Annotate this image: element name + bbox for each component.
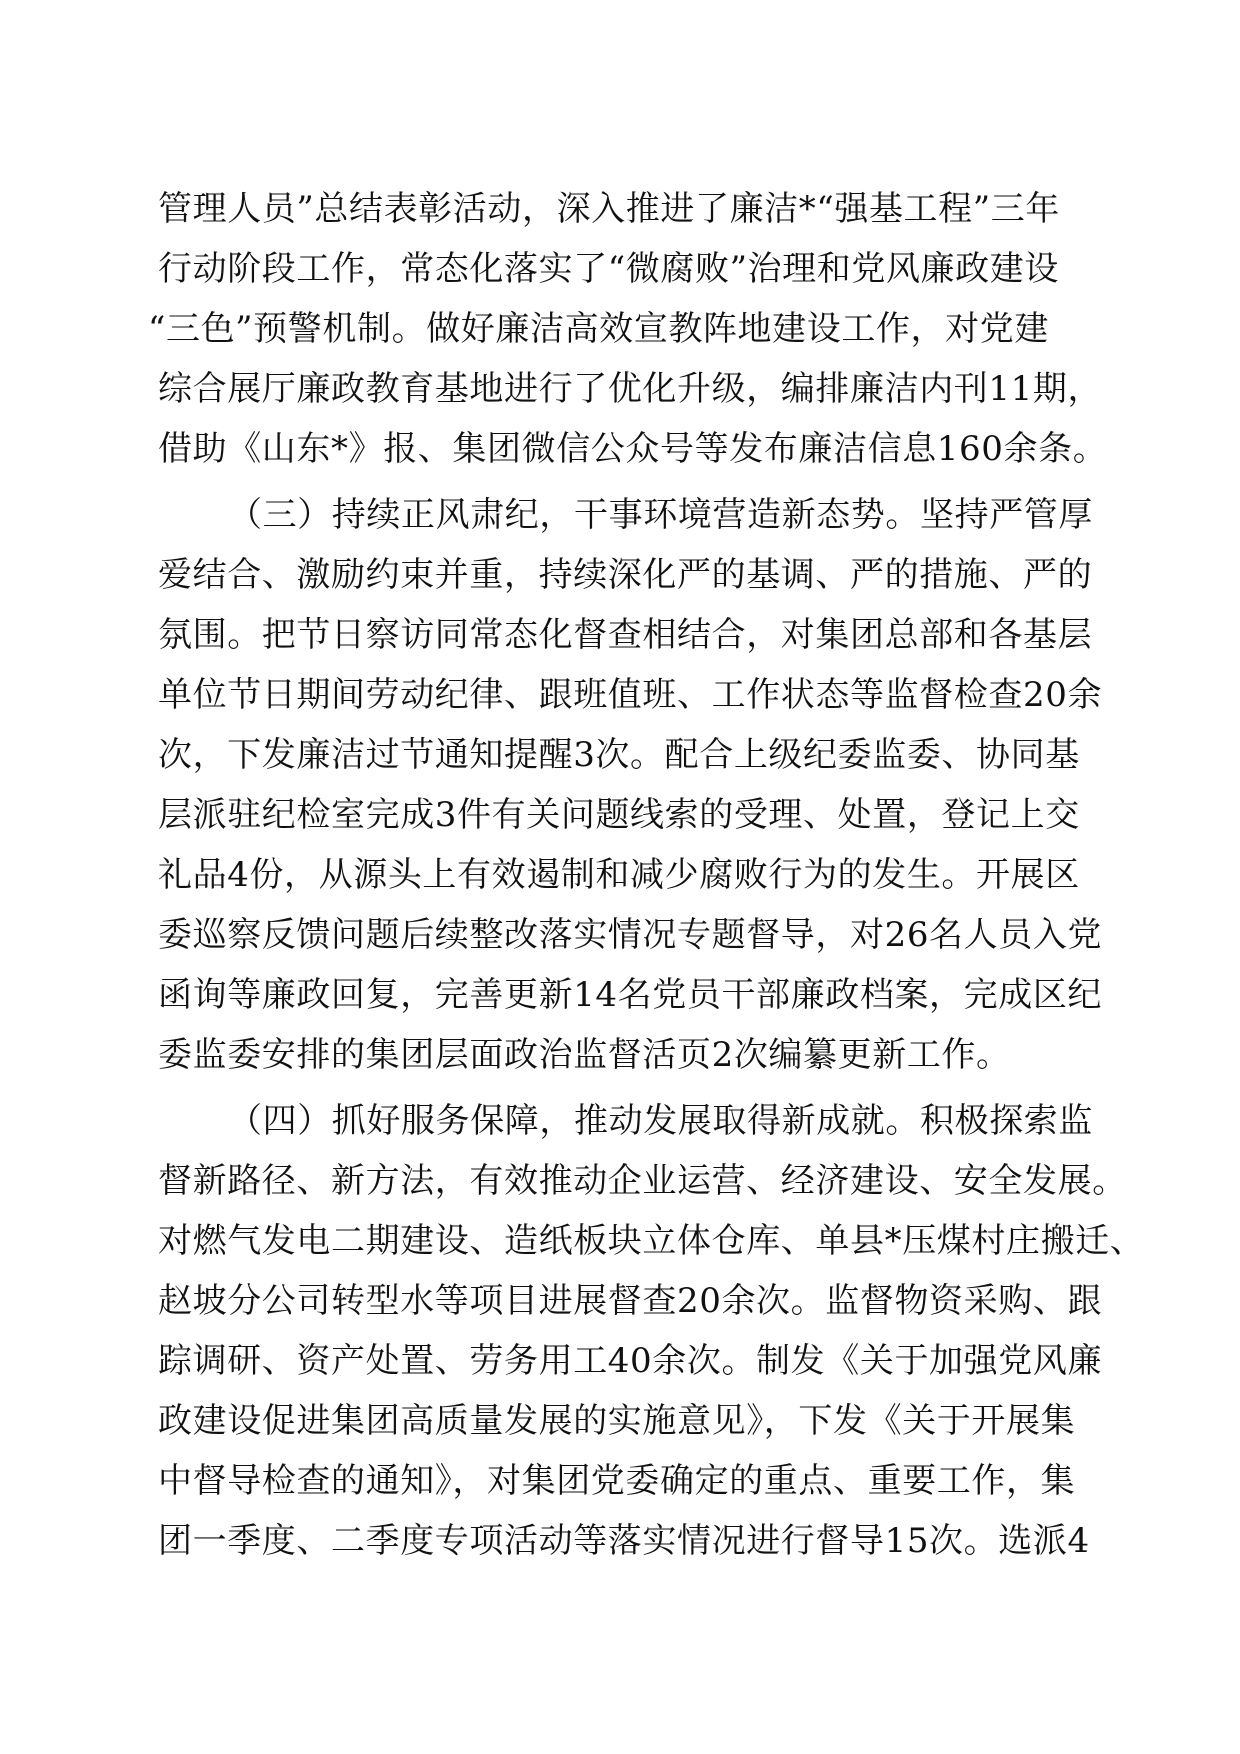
text-line: “三色”预警机制。做好廉洁高效宣教阵地建设工作，对党建 xyxy=(148,309,1049,349)
text-line: 借助《山东*》报、集团微信公众号等发布廉洁信息160余条。 xyxy=(158,429,1108,469)
text-line: 管理人员”总结表彰活动，深入推进了廉洁*“强基工程”三年 xyxy=(158,189,1060,229)
text-line: 政建设促进集团高质量发展的实施意见》，下发《关于开展集 xyxy=(158,1401,1076,1441)
text-line: 督新路径、新方法，有效推动企业运营、经济建设、安全发展。 xyxy=(158,1161,1127,1201)
section-heading-4: （四）抓好服务保障，推动发展取得新成就。积极探索监 xyxy=(228,1101,1093,1141)
text-line: 委巡察反馈问题后续整改落实情况专题督导，对26名人员入党 xyxy=(158,915,1103,955)
text-line: 踪调研、资产处置、劳务用工40余次。制发《关于加强党风廉 xyxy=(158,1341,1103,1381)
text-line: 对燃气发电二期建设、造纸板块立体仓库、单县*压煤村庄搬迁、 xyxy=(158,1221,1145,1261)
text-line: 单位节日期间劳动纪律、跟班值班、工作状态等监督检查20余 xyxy=(158,675,1103,715)
text-line: 爱结合、激励约束并重，持续深化严的基调、严的措施、严的 xyxy=(158,555,1093,595)
section-heading-3: （三）持续正风肃纪，干事环境营造新态势。坚持严管厚 xyxy=(228,495,1093,535)
text-line: 中督导检查的通知》，对集团党委确定的重点、重要工作，集 xyxy=(158,1461,1076,1501)
text-line: 赵坡分公司转型水等项目进展督查20余次。监督物资采购、跟 xyxy=(158,1281,1103,1321)
text-line: 行动阶段工作，常态化落实了“微腐败”治理和党风廉政建设 xyxy=(158,249,1059,289)
text-line: 氛围。把节日察访同常态化督查相结合，对集团总部和各基层 xyxy=(158,615,1093,655)
text-line: 团一季度、二季度专项活动等落实情况进行督导15次。选派4 xyxy=(158,1521,1090,1561)
text-line: 综合展厅廉政教育基地进行了优化升级，编排廉洁内刊11期， xyxy=(158,369,1103,409)
text-line: 次，下发廉洁过节通知提醒3次。配合上级纪委监委、协同基 xyxy=(158,735,1080,775)
text-line: 礼品4份，从源头上有效遏制和减少腐败行为的发生。开展区 xyxy=(158,855,1080,895)
text-line: 层派驻纪检室完成3件有关问题线索的受理、处置，登记上交 xyxy=(158,795,1080,835)
text-line: 委监委安排的集团层面政治监督活页2次编纂更新工作。 xyxy=(158,1035,1011,1075)
text-line: 函询等廉政回复，完善更新14名党员干部廉政档案，完成区纪 xyxy=(158,975,1103,1015)
